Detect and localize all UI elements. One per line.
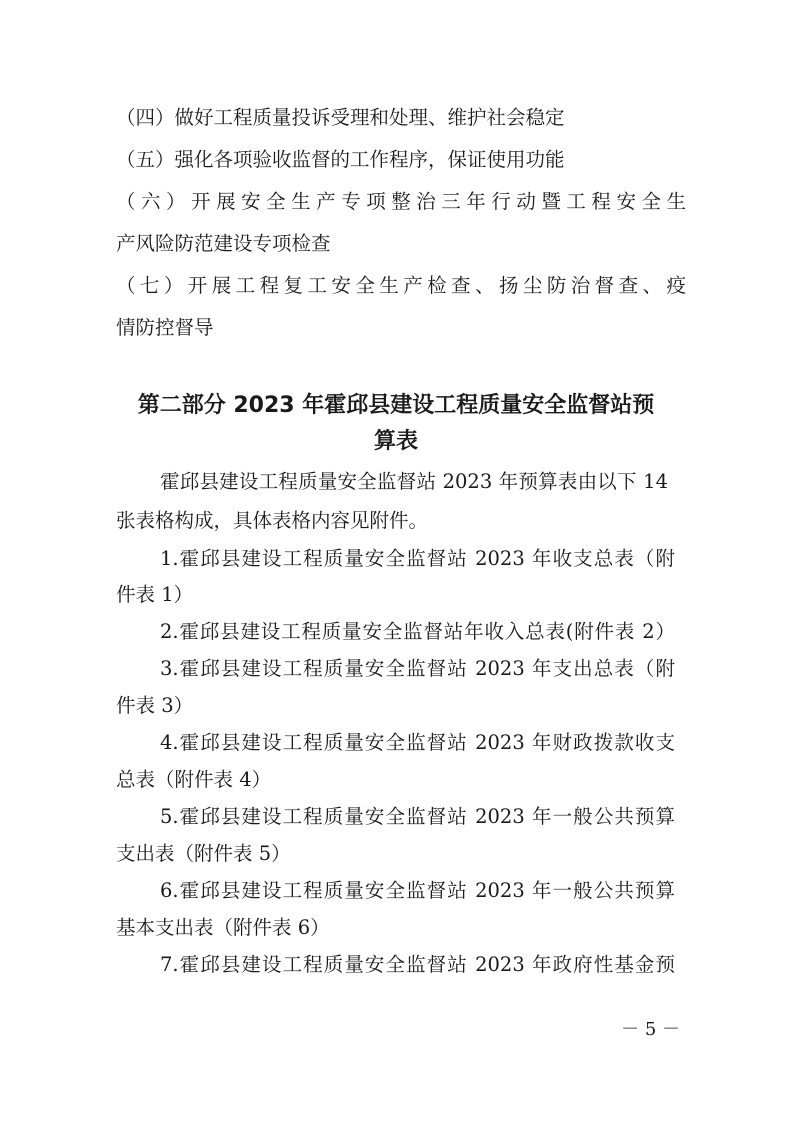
list-item-2: 2.霍邱县建设工程质量安全监督站年收入总表(附件表 2）	[160, 620, 675, 643]
list-item-5-cont: 支出表（附件表 5）	[116, 842, 291, 865]
section-heading-4: （四）做好工程质量投诉受理和处理、维护社会稳定	[116, 106, 565, 129]
section-heading-7-cont: 情防控督导	[116, 316, 214, 339]
list-item-4: 4.霍邱县建设工程质量安全监督站 2023 年财政拨款收支	[160, 731, 675, 754]
part-title: 第二部分 2023 年霍邱县建设工程质量安全监督站预	[137, 393, 655, 418]
section-heading-6-cont: 产风险防范建设专项检查	[116, 232, 331, 255]
section-heading-7: （七）开展工程复工安全生产检查、扬尘防治督查、疫	[116, 274, 686, 297]
list-item-6-cont: 基本支出表（附件表 6）	[116, 916, 330, 939]
list-item-3-cont: 件表 3）	[116, 694, 194, 717]
list-item-6: 6.霍邱县建设工程质量安全监督站 2023 年一般公共预算	[160, 879, 675, 902]
list-item-7: 7.霍邱县建设工程质量安全监督站 2023 年政府性基金预	[160, 953, 675, 976]
list-item-4-cont: 总表（附件表 4）	[116, 768, 272, 791]
section-heading-6: （六）开展安全生产专项整治三年行动暨工程安全生	[116, 190, 686, 213]
intro-paragraph-cont: 张表格构成，具体表格内容见附件。	[116, 509, 429, 532]
list-item-1: 1.霍邱县建设工程质量安全监督站 2023 年收支总表（附	[160, 547, 675, 570]
section-heading-5: （五）强化各项验收监督的工作程序，保证使用功能	[116, 148, 565, 171]
list-item-5: 5.霍邱县建设工程质量安全监督站 2023 年一般公共预算	[160, 805, 675, 828]
list-item-1-cont: 件表 1）	[116, 583, 194, 606]
part-title-cont: 算表	[373, 429, 418, 454]
intro-paragraph: 霍邱县建设工程质量安全监督站 2023 年预算表由以下 14	[160, 470, 668, 493]
list-item-3: 3.霍邱县建设工程质量安全监督站 2023 年支出总表（附	[160, 657, 675, 680]
page-number: － 5 －	[621, 1019, 680, 1040]
